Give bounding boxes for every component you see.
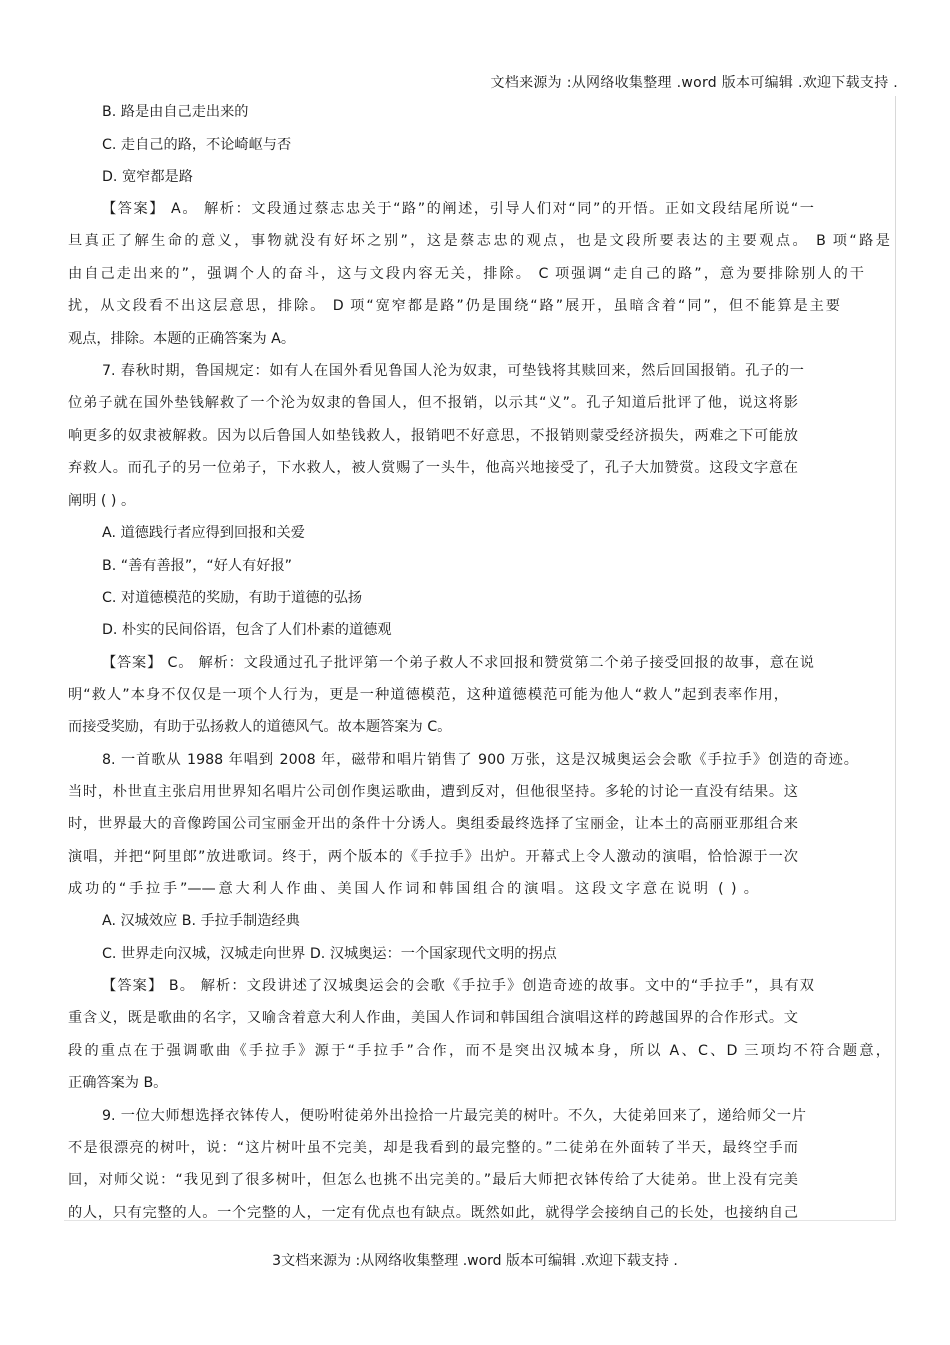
text-line: 观点，排除。本题的正确答案为 A。: [68, 331, 296, 347]
right-margin-line: [895, 96, 896, 1221]
text-line: 响更多的奴隶被解救。因为以后鲁国人如垫钱救人，报销吧不好意思，不报销则蒙受经济损失，两难之下可能放: [68, 428, 798, 444]
text-line: B. 路是由自己走出来的: [102, 104, 249, 120]
text-line: 【答案】 B。 解析：文段讲述了汉城奥运会的会歌《手拉手》创造奇迹的故事。文中的“手拉手”，具有双: [102, 978, 814, 994]
text-line: D. 朴实的民间俗语，包含了人们朴素的道德观: [102, 622, 392, 638]
text-line: 8. 一首歌从 1988 年唱到 2008 年，磁带和唱片销售了 900 万张，这是汉城奥运会会歌《手拉手》创造的奇迹。: [102, 752, 858, 768]
text-line: C. 对道德模范的奖励，有助于道德的弘扬: [102, 590, 363, 606]
text-line: B. “善有善报”，“好人有好报”: [102, 558, 293, 574]
text-line: 的人，只有完整的人。一个完整的人，一定有优点也有缺点。既然如此，就得学会接纳自己的长处，也接纳自己: [68, 1205, 798, 1221]
text-line: 当时，朴世直主张启用世界知名唱片公司创作奥运歌曲，遭到反对，但他很坚持。多轮的讨论一直没有结果。这: [68, 784, 798, 800]
text-line: C. 世界走向汉城，汉城走向世界 D. 汉城奥运：一个国家现代文明的拐点: [102, 946, 557, 962]
text-line: 阐明 ( ) 。: [68, 493, 136, 509]
page-footer: 3文档来源为 :从网络收集整理 .word 版本可编辑 .欢迎下载支持 .: [272, 1253, 678, 1269]
text-line: 扰，从文段看不出这层意思，排除。 D 项“宽窄都是路”仍是围绕“路”展开，虽暗含着“同”，但不能算是主要: [68, 298, 840, 314]
text-line: 【答案】 A。 解析：文段通过蔡志忠关于“路”的阐述，引导人们对“同”的开悟。正如文段结尾所说“一: [102, 201, 814, 217]
text-line: 旦真正了解生命的意义，事物就没有好坏之别”，这是蔡志忠的观点，也是文段所要表达的主要观点。 B 项“路是: [68, 233, 890, 249]
text-line: 弃救人。而孔子的另一位弟子，下水救人，被人赏赐了一头牛，他高兴地接受了，孔子大加赞赏。这段文字意在: [68, 460, 798, 476]
text-line: A. 汉城效应 B. 手拉手制造经典: [102, 913, 300, 929]
text-line: 位弟子就在国外垫钱解救了一个沦为奴隶的鲁国人，但不报销，以示其“义”。孔子知道后批评了他，说这将影: [68, 395, 798, 411]
text-line: 不是很漂亮的树叶，说：“这片树叶虽不完美，却是我看到的最完整的。”二徒弟在外面转了半天，最终空手而: [68, 1140, 798, 1156]
text-line: 时，世界最大的音像跨国公司宝丽金开出的条件十分诱人。奥组委最终选择了宝丽金，让本土的高丽亚那组合来: [68, 816, 798, 832]
text-line: 【答案】 C。 解析：文段通过孔子批评第一个弟子救人不求回报和赞赏第二个弟子接受回报的故事，意在说: [102, 655, 814, 671]
text-line: 回，对师父说：“我见到了很多树叶，但怎么也挑不出完美的。”最后大师把衣钵传给了大徒弟。世上没有完美: [68, 1172, 798, 1188]
text-line: 由自己走出来的”，强调个人的奋斗，这与文段内容无关，排除。 C 项强调“走自己的路”，意为要排除别人的干: [68, 266, 864, 282]
text-line: 段的重点在于强调歌曲《手拉手》源于“手拉手”合作，而不是突出汉城本身，所以 A、C、D 三项均不符合题意，: [68, 1043, 890, 1059]
text-line: 成功的“手拉手”——意大利人作曲、美国人作词和韩国组合的演唱。这段文字意在说明 ( ) 。: [68, 881, 758, 897]
text-line: C. 走自己的路，不论崎岖与否: [102, 137, 292, 153]
text-line: A. 道德践行者应得到回报和关爱: [102, 525, 305, 541]
text-line: 而接受奖励，有助于弘扬救人的道德风气。故本题答案为 C。: [68, 719, 452, 735]
text-line: 重含义，既是歌曲的名字，又喻含着意大利人作曲，美国人作词和韩国组合演唱这样的跨越国界的合作形式。文: [68, 1010, 798, 1026]
text-line: 演唱，并把“阿里郎”放进歌词。终于，两个版本的《手拉手》出炉。开幕式上令人激动的演唱，恰恰源于一次: [68, 849, 798, 865]
page-header: 文档来源为 :从网络收集整理 .word 版本可编辑 .欢迎下载支持 .: [490, 75, 898, 91]
text-line: D. 宽窄都是路: [102, 169, 193, 185]
text-line: 9. 一位大师想选择衣钵传人，便吩咐徒弟外出捡拾一片最完美的树叶。不久，大徒弟回来了，递给师父一片: [102, 1108, 806, 1124]
text-line: 明“救人”本身不仅仅是一项个人行为，更是一种道德模范，这种道德模范可能为他人“救人”起到表率作用，: [68, 687, 788, 703]
text-line: 7. 春秋时期，鲁国规定：如有人在国外看见鲁国人沦为奴隶，可垫钱将其赎回来，然后回国报销。孔子的一: [102, 363, 804, 379]
text-line: 正确答案为 B。: [68, 1075, 168, 1091]
